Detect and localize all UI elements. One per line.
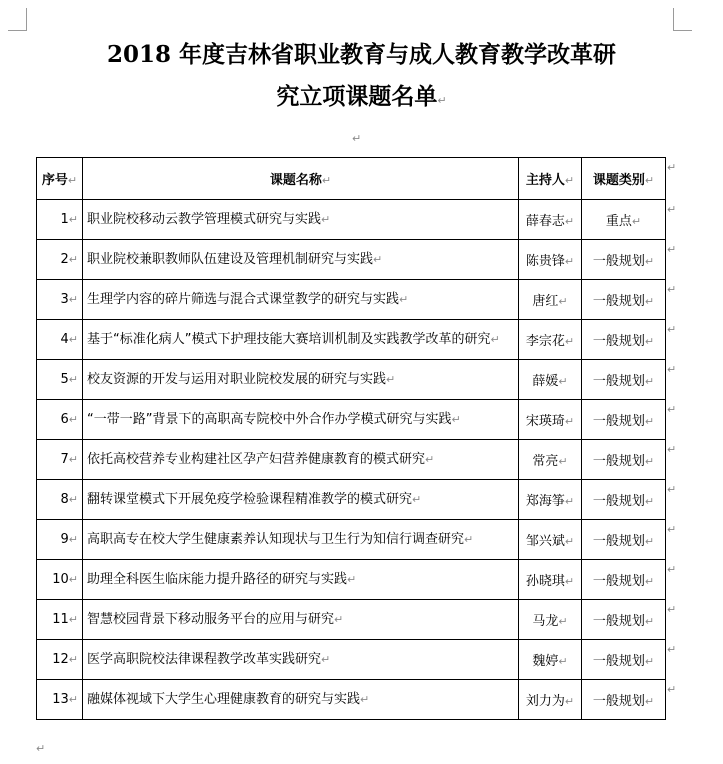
table-row	[37, 520, 666, 560]
row-index: 10↵	[37, 560, 83, 600]
paragraph-mark-icon: ↵	[644, 695, 655, 708]
paragraph-mark-icon: ↵	[412, 493, 422, 506]
row-end-mark-icon: ↵	[667, 323, 677, 336]
row-category: 一般规划↵	[582, 360, 666, 400]
paragraph-mark-icon: ↵	[564, 575, 575, 588]
row-end-mark-icon: ↵	[667, 483, 677, 496]
row-topic: “一带一路”背景下的高职高专院校中外合作办学模式研究与实践↵	[83, 400, 519, 440]
row-category: 一般规划↵	[582, 520, 666, 560]
row-host: 宋瑛琦↵	[519, 400, 582, 440]
row-category: 一般规划↵	[582, 480, 666, 520]
paragraph-mark-icon: ↵	[68, 373, 78, 386]
row-index: 11↵	[37, 600, 83, 640]
row-end-mark-icon: ↵	[667, 283, 677, 296]
table-row	[37, 280, 666, 320]
row-topic: 医学高职院校法律课程教学改革实践研究↵	[83, 640, 519, 680]
row-host: 邹兴斌↵	[519, 520, 582, 560]
paragraph-mark-icon: ↵	[321, 213, 331, 226]
row-end-mark-icon: ↵	[667, 243, 677, 256]
row-category: 一般规划↵	[582, 600, 666, 640]
document-title-line-2	[20, 80, 703, 118]
row-end-mark-icon: ↵	[667, 403, 677, 416]
paragraph-mark-icon: ↵	[451, 413, 461, 426]
row-topic: 基于“标准化病人”模式下护理技能大赛培训机制及实践教学改革的研究↵	[83, 320, 519, 360]
row-end-mark-icon: ↵	[667, 683, 677, 696]
paragraph-mark-icon: ↵	[425, 453, 435, 466]
row-category: 一般规划↵	[582, 400, 666, 440]
paragraph-mark-icon: ↵	[68, 413, 78, 426]
paragraph-mark-icon: ↵	[490, 333, 500, 346]
table-row	[37, 440, 666, 480]
row-topic: 依托高校营养专业构建社区孕产妇营养健康教育的模式研究↵	[83, 440, 519, 480]
paragraph-mark-icon: ↵	[347, 573, 357, 586]
row-index: 12↵	[37, 640, 83, 680]
row-index: 8↵	[37, 480, 83, 520]
row-end-mark-icon: ↵	[667, 363, 677, 376]
row-end-mark-icon: ↵	[667, 603, 677, 616]
table-header-row	[37, 158, 666, 200]
paragraph-mark-icon: ↵	[644, 495, 655, 508]
paragraph-mark-icon: ↵	[644, 615, 655, 628]
paragraph-mark-icon: ↵	[564, 695, 575, 708]
row-host: 薛媛↵	[519, 360, 582, 400]
paragraph-mark-icon: ↵	[644, 535, 655, 548]
project-list-table	[36, 157, 666, 720]
row-index: 1↵	[37, 200, 83, 240]
paragraph-mark-icon: ↵	[644, 575, 655, 588]
row-category: 一般规划↵	[582, 680, 666, 720]
row-host: 常亮↵	[519, 440, 582, 480]
row-category: 一般规划↵	[582, 560, 666, 600]
paragraph-mark-icon: ↵	[644, 255, 655, 268]
row-host: 郑海筝↵	[519, 480, 582, 520]
row-category: 一般规划↵	[582, 280, 666, 320]
row-index: 5↵	[37, 360, 83, 400]
table-row	[37, 680, 666, 720]
row-index: 7↵	[37, 440, 83, 480]
paragraph-mark-icon: ↵	[360, 693, 370, 706]
row-end-mark-icon: ↵	[667, 161, 677, 174]
title-text-1: 2018 年度吉林省职业教育与成人教育教学改革研	[106, 41, 617, 68]
paragraph-mark-icon: ↵	[68, 253, 78, 266]
row-end-mark-icon: ↵	[667, 563, 677, 576]
header-category: 课题类别↵	[582, 158, 666, 200]
paragraph-mark-icon: ↵	[68, 653, 78, 666]
page-corner-marker-top-right	[673, 8, 692, 31]
table-row	[37, 480, 666, 520]
row-topic: 高职高专在校大学生健康素养认知现状与卫生行为知信行调查研究↵	[83, 520, 519, 560]
row-end-mark-icon: ↵	[667, 643, 677, 656]
row-host: 孙晓琪↵	[519, 560, 582, 600]
row-index: 3↵	[37, 280, 83, 320]
row-index: 6↵	[37, 400, 83, 440]
paragraph-mark-icon: ↵	[352, 132, 362, 145]
paragraph-mark-icon: ↵	[644, 455, 655, 468]
paragraph-mark-icon: ↵	[558, 655, 568, 668]
header-index: 序号↵	[37, 158, 83, 200]
paragraph-mark-icon: ↵	[464, 533, 474, 546]
paragraph-mark-icon: ↵	[68, 573, 78, 586]
row-end-mark-icon: ↵	[667, 203, 677, 216]
row-topic: 翻转课堂模式下开展免疫学检验课程精准教学的模式研究↵	[83, 480, 519, 520]
paragraph-mark-icon: ↵	[437, 94, 447, 107]
table-row	[37, 640, 666, 680]
paragraph-mark-icon: ↵	[334, 613, 344, 626]
table-row	[37, 560, 666, 600]
row-host: 李宗花↵	[519, 320, 582, 360]
table-row	[37, 360, 666, 400]
page-corner-marker-top-left	[8, 8, 27, 31]
table-row	[37, 600, 666, 640]
paragraph-mark-icon: ↵	[558, 295, 568, 308]
row-category: 重点↵	[582, 200, 666, 240]
row-host: 魏婷↵	[519, 640, 582, 680]
paragraph-mark-icon: ↵	[644, 375, 655, 388]
paragraph-mark-icon: ↵	[36, 742, 46, 755]
paragraph-mark-icon: ↵	[68, 453, 78, 466]
paragraph-mark-icon: ↵	[564, 535, 575, 548]
row-index: 9↵	[37, 520, 83, 560]
document-title-line-1	[20, 38, 703, 72]
paragraph-mark-icon: ↵	[373, 253, 383, 266]
row-host: 陈贵锋↵	[519, 240, 582, 280]
paragraph-mark-icon: ↵	[68, 533, 78, 546]
paragraph-mark-icon: ↵	[68, 493, 78, 506]
paragraph-mark-icon: ↵	[644, 295, 655, 308]
table-row	[37, 400, 666, 440]
header-topic: 课题名称↵	[83, 158, 519, 200]
paragraph-mark-icon: ↵	[564, 255, 575, 268]
row-end-mark-icon: ↵	[667, 443, 677, 456]
row-topic: 职业院校兼职教师队伍建设及管理机制研究与实践↵	[83, 240, 519, 280]
paragraph-mark-icon: ↵	[558, 615, 568, 628]
table-row	[37, 200, 666, 240]
paragraph-mark-icon: ↵	[564, 335, 575, 348]
paragraph-mark-icon: ↵	[321, 653, 331, 666]
row-host: 薛春志↵	[519, 200, 582, 240]
row-topic: 职业院校移动云教学管理模式研究与实践↵	[83, 200, 519, 240]
row-topic: 助理全科医生临床能力提升路径的研究与实践↵	[83, 560, 519, 600]
paragraph-mark-icon: ↵	[68, 333, 78, 346]
title-text-2: 究立项课题名单	[276, 83, 438, 110]
row-category: 一般规划↵	[582, 320, 666, 360]
paragraph-mark-icon: ↵	[386, 373, 396, 386]
row-host: 马龙↵	[519, 600, 582, 640]
row-topic: 智慧校园背景下移动服务平台的应用与研究↵	[83, 600, 519, 640]
paragraph-mark-icon: ↵	[644, 415, 655, 428]
header-host: 主持人↵	[519, 158, 582, 200]
paragraph-mark-icon: ↵	[399, 293, 409, 306]
row-index: 4↵	[37, 320, 83, 360]
row-index: 2↵	[37, 240, 83, 280]
paragraph-mark-icon: ↵	[68, 213, 78, 226]
paragraph-mark-icon: ↵	[631, 215, 642, 228]
table-row	[37, 240, 666, 280]
table-row	[37, 320, 666, 360]
paragraph-mark-icon: ↵	[68, 693, 78, 706]
paragraph-mark-icon: ↵	[644, 655, 655, 668]
row-topic: 校友资源的开发与运用对职业院校发展的研究与实践↵	[83, 360, 519, 400]
paragraph-mark-icon: ↵	[68, 293, 78, 306]
paragraph-mark-icon: ↵	[558, 455, 568, 468]
row-topic: 生理学内容的碎片筛选与混合式课堂教学的研究与实践↵	[83, 280, 519, 320]
paragraph-mark-icon: ↵	[644, 335, 655, 348]
row-category: 一般规划↵	[582, 440, 666, 480]
row-index: 13↵	[37, 680, 83, 720]
row-end-mark-icon: ↵	[667, 523, 677, 536]
paragraph-mark-icon: ↵	[564, 495, 575, 508]
row-topic: 融媒体视域下大学生心理健康教育的研究与实践↵	[83, 680, 519, 720]
row-category: 一般规划↵	[582, 640, 666, 680]
row-category: 一般规划↵	[582, 240, 666, 280]
paragraph-mark-icon: ↵	[68, 613, 78, 626]
paragraph-mark-icon: ↵	[564, 215, 575, 228]
paragraph-mark-icon: ↵	[558, 375, 568, 388]
paragraph-mark-icon: ↵	[564, 415, 575, 428]
row-host: 刘力为↵	[519, 680, 582, 720]
row-host: 唐红↵	[519, 280, 582, 320]
